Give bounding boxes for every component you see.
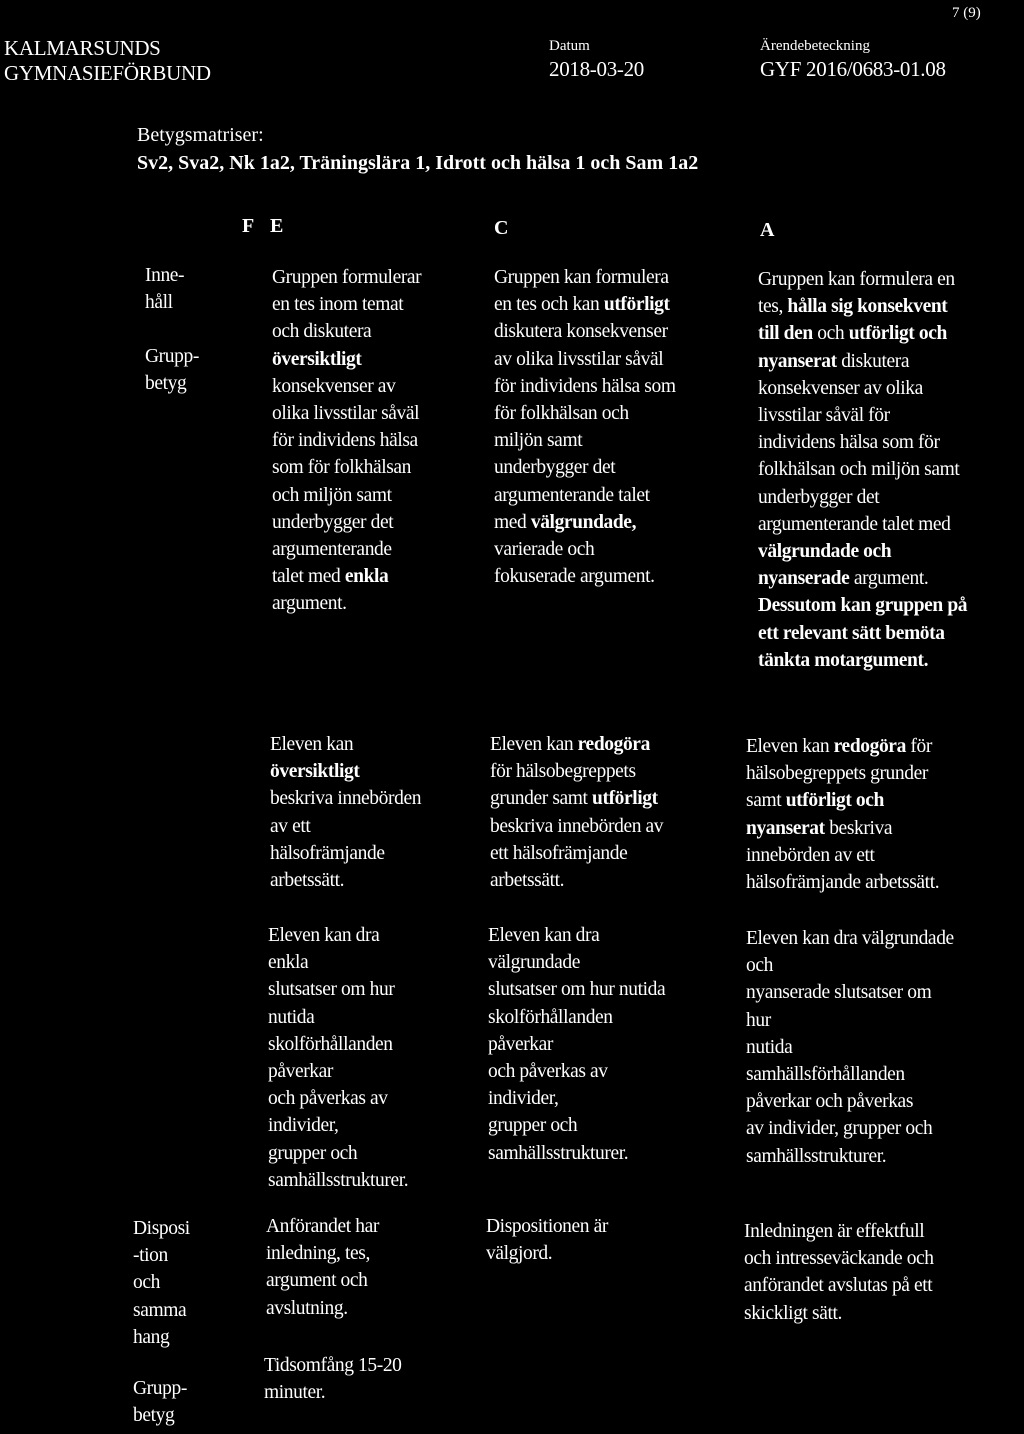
text-line: argument och <box>266 1270 368 1292</box>
text-line: av olika livsstilar såväl <box>494 348 664 370</box>
text-line: skickligt sätt. <box>744 1302 842 1324</box>
text-line: Gruppen formulerar <box>272 267 422 288</box>
text-line: slutsatser om hur <box>268 979 395 1001</box>
text-line: samhällsstrukturer. <box>746 1145 887 1167</box>
text-line: konsekvenser av olika <box>758 377 923 399</box>
text-line: underbygger det <box>758 486 880 508</box>
text-line: minuter. <box>264 1382 326 1404</box>
halsa-a-criteria <box>746 733 939 896</box>
text-line: Eleven kan dra <box>268 925 380 946</box>
text-line: livsstilar såväl för <box>758 405 890 427</box>
row-sublabel-gruppbetyg <box>145 343 199 397</box>
text-line: samma <box>133 1299 187 1321</box>
reference-value: GYF 2016/0683-01.08 <box>760 57 946 81</box>
text-line: till den och utförligt och <box>758 323 947 345</box>
row-label-innehall <box>145 262 184 316</box>
text-line: diskutera konsekvenser <box>494 321 668 343</box>
text-line: konsekvenser av <box>272 375 396 397</box>
text-line: tänkta motargument. <box>758 649 929 671</box>
text-line: samt utförligt och <box>746 790 884 812</box>
innehall-a-criteria <box>758 266 967 674</box>
text-line: argument. <box>272 593 347 615</box>
text-line: Eleven kan dra <box>488 925 600 946</box>
text-line: nyanserade slutsatser om <box>746 982 932 1004</box>
text-line: hälsobegreppets grunder <box>746 763 928 785</box>
text-line: anförandet avslutas på ett <box>744 1275 933 1297</box>
text-line: talet med enkla <box>272 566 389 588</box>
text-line: som för folkhälsan <box>272 457 412 479</box>
text-line: olika livsstilar såväl <box>272 403 420 425</box>
text-line: påverkar och påverkas <box>746 1091 914 1113</box>
text-line: Inne- <box>145 265 185 286</box>
text-line: håll <box>145 292 173 314</box>
text-line: folkhälsan och miljön samt <box>758 459 960 481</box>
halsa-c-criteria <box>490 731 663 894</box>
text-line: innebörden av ett <box>746 844 875 866</box>
slutsatser-c-criteria <box>488 922 665 1167</box>
text-line: betyg <box>145 373 187 395</box>
disposition-c-criteria <box>486 1213 608 1267</box>
text-line: nyanserade argument. <box>758 568 929 590</box>
text-line: Grupp- <box>133 1378 187 1399</box>
text-line: argumenterande talet <box>494 484 650 506</box>
text-line: med välgrundade, <box>494 511 637 533</box>
text-line: Dessutom kan gruppen på <box>758 595 968 617</box>
text-line: inledning, tes, <box>266 1243 370 1265</box>
text-line: och miljön samt <box>272 484 392 506</box>
text-line: Dispositionen är <box>486 1216 608 1237</box>
innehall-c-criteria <box>494 264 676 590</box>
text-line: skolförhållanden <box>268 1033 393 1055</box>
text-line: Eleven kan <box>270 734 354 755</box>
text-line: för folkhälsan och <box>494 403 629 425</box>
text-line: översiktligt <box>272 348 362 370</box>
text-line: miljön samt <box>494 430 583 452</box>
text-line: tes, hålla sig konsekvent <box>758 296 948 318</box>
text-line: och <box>133 1272 160 1294</box>
text-line: och påverkas av <box>268 1088 388 1110</box>
text-line: för individens hälsa <box>272 430 418 452</box>
text-line: underbygger det <box>494 457 616 479</box>
text-line: grunder samt utförligt <box>490 788 658 810</box>
text-line: Eleven kan redogöra för <box>746 736 932 757</box>
text-line: påverkar <box>268 1061 334 1083</box>
text-line: för individens hälsa som <box>494 375 676 397</box>
org-line-1: KALMARSUNDS <box>4 36 161 60</box>
text-line: grupper och <box>268 1142 358 1164</box>
text-line: avslutning. <box>266 1297 348 1319</box>
innehall-e-criteria <box>272 264 421 618</box>
organization-name <box>4 36 211 86</box>
text-line: nutida <box>746 1036 793 1058</box>
page-number: 7 (9) <box>952 5 981 21</box>
text-line: slutsatser om hur nutida <box>488 979 666 1001</box>
text-line: hur <box>746 1009 771 1031</box>
text-line: argumenterande <box>272 539 392 561</box>
text-line: arbetssätt. <box>270 870 345 892</box>
text-line: Inledningen är effektfull <box>744 1221 925 1242</box>
text-line: Grupp- <box>145 346 199 367</box>
text-line: individer, <box>488 1088 559 1110</box>
text-line: påverkar <box>488 1033 554 1055</box>
grade-header-a: A <box>760 219 775 241</box>
org-line-2: GYMNASIEFÖRBUND <box>4 61 211 85</box>
text-line: hälsofrämjande <box>270 842 385 864</box>
text-line: välgjord. <box>486 1243 553 1265</box>
text-line: samhällsstrukturer. <box>488 1142 629 1164</box>
grade-header-c: C <box>494 217 509 239</box>
text-line: nutida <box>268 1006 315 1028</box>
text-line: Tidsomfång 15-20 <box>264 1355 402 1376</box>
text-line: av individer, grupper och <box>746 1118 933 1140</box>
text-line: individer, <box>268 1115 339 1137</box>
text-line: argumenterande talet med <box>758 513 951 535</box>
text-line: nyanserat diskutera <box>758 350 910 372</box>
reference-label: Ärendebeteckning <box>760 38 870 54</box>
row-label-disposition <box>133 1215 190 1351</box>
halsa-e-criteria <box>270 731 421 894</box>
text-line: och intresseväckande och <box>744 1248 934 1270</box>
text-line: grupper och <box>488 1115 578 1137</box>
text-line: samhällsförhållanden <box>746 1064 905 1086</box>
text-line: skolförhållanden <box>488 1006 613 1028</box>
date-value: 2018-03-20 <box>549 57 644 81</box>
matrix-subjects: Sv2, Sva2, Nk 1a2, Träningslära 1, Idrott och hälsa 1 och Sam 1a2 <box>137 152 699 174</box>
slutsatser-e-criteria <box>268 922 408 1194</box>
date-label: Datum <box>549 38 590 54</box>
text-line: beskriva innebörden av <box>490 815 664 837</box>
text-line: varierade och <box>494 539 595 561</box>
text-line: beskriva innebörden <box>270 788 422 810</box>
text-line: hang <box>133 1326 170 1348</box>
grade-header-e: E <box>270 215 284 237</box>
text-line: Eleven kan redogöra <box>490 734 650 755</box>
text-line: en tes inom temat <box>272 294 404 316</box>
text-line: en tes och kan utförligt <box>494 294 670 316</box>
text-line: Gruppen kan formulera en <box>758 269 955 290</box>
text-line: översiktligt <box>270 761 360 783</box>
text-line: Gruppen kan formulera <box>494 267 669 288</box>
text-line: och diskutera <box>272 321 372 343</box>
text-line: betyg <box>133 1405 175 1427</box>
row-sublabel-gruppbetyg-2 <box>133 1375 187 1429</box>
grade-header-f: F <box>242 215 255 237</box>
text-line: nyanserat beskriva <box>746 817 893 839</box>
text-line: hälsofrämjande arbetssätt. <box>746 872 940 894</box>
text-line: enkla <box>268 952 309 974</box>
text-line: och <box>746 955 773 977</box>
text-line: Disposi <box>133 1218 190 1239</box>
text-line: Anförandet har <box>266 1216 379 1237</box>
text-line: arbetssätt. <box>490 870 565 892</box>
date-block <box>549 37 644 82</box>
disposition-e-time-requirement <box>264 1352 402 1406</box>
text-line: underbygger det <box>272 511 394 533</box>
text-line: välgrundade <box>488 952 580 974</box>
text-line: för hälsobegreppets <box>490 761 636 783</box>
disposition-a-criteria <box>744 1218 934 1327</box>
text-line: individens hälsa som för <box>758 432 940 454</box>
text-line: ett hälsofrämjande <box>490 842 628 864</box>
text-line: och påverkas av <box>488 1061 608 1083</box>
text-line: samhällsstrukturer. <box>268 1169 409 1191</box>
slutsatser-a-criteria <box>746 925 954 1170</box>
text-line: Eleven kan dra välgrundade <box>746 928 954 949</box>
text-line: fokuserade argument. <box>494 566 655 588</box>
reference-block <box>760 37 946 82</box>
text-line: -tion <box>133 1245 168 1267</box>
text-line: av ett <box>270 815 311 837</box>
text-line: ett relevant sätt bemöta <box>758 622 945 644</box>
matrix-label: Betygsmatriser: <box>137 124 264 146</box>
text-line: välgrundade och <box>758 541 892 563</box>
disposition-e-criteria <box>266 1213 379 1322</box>
